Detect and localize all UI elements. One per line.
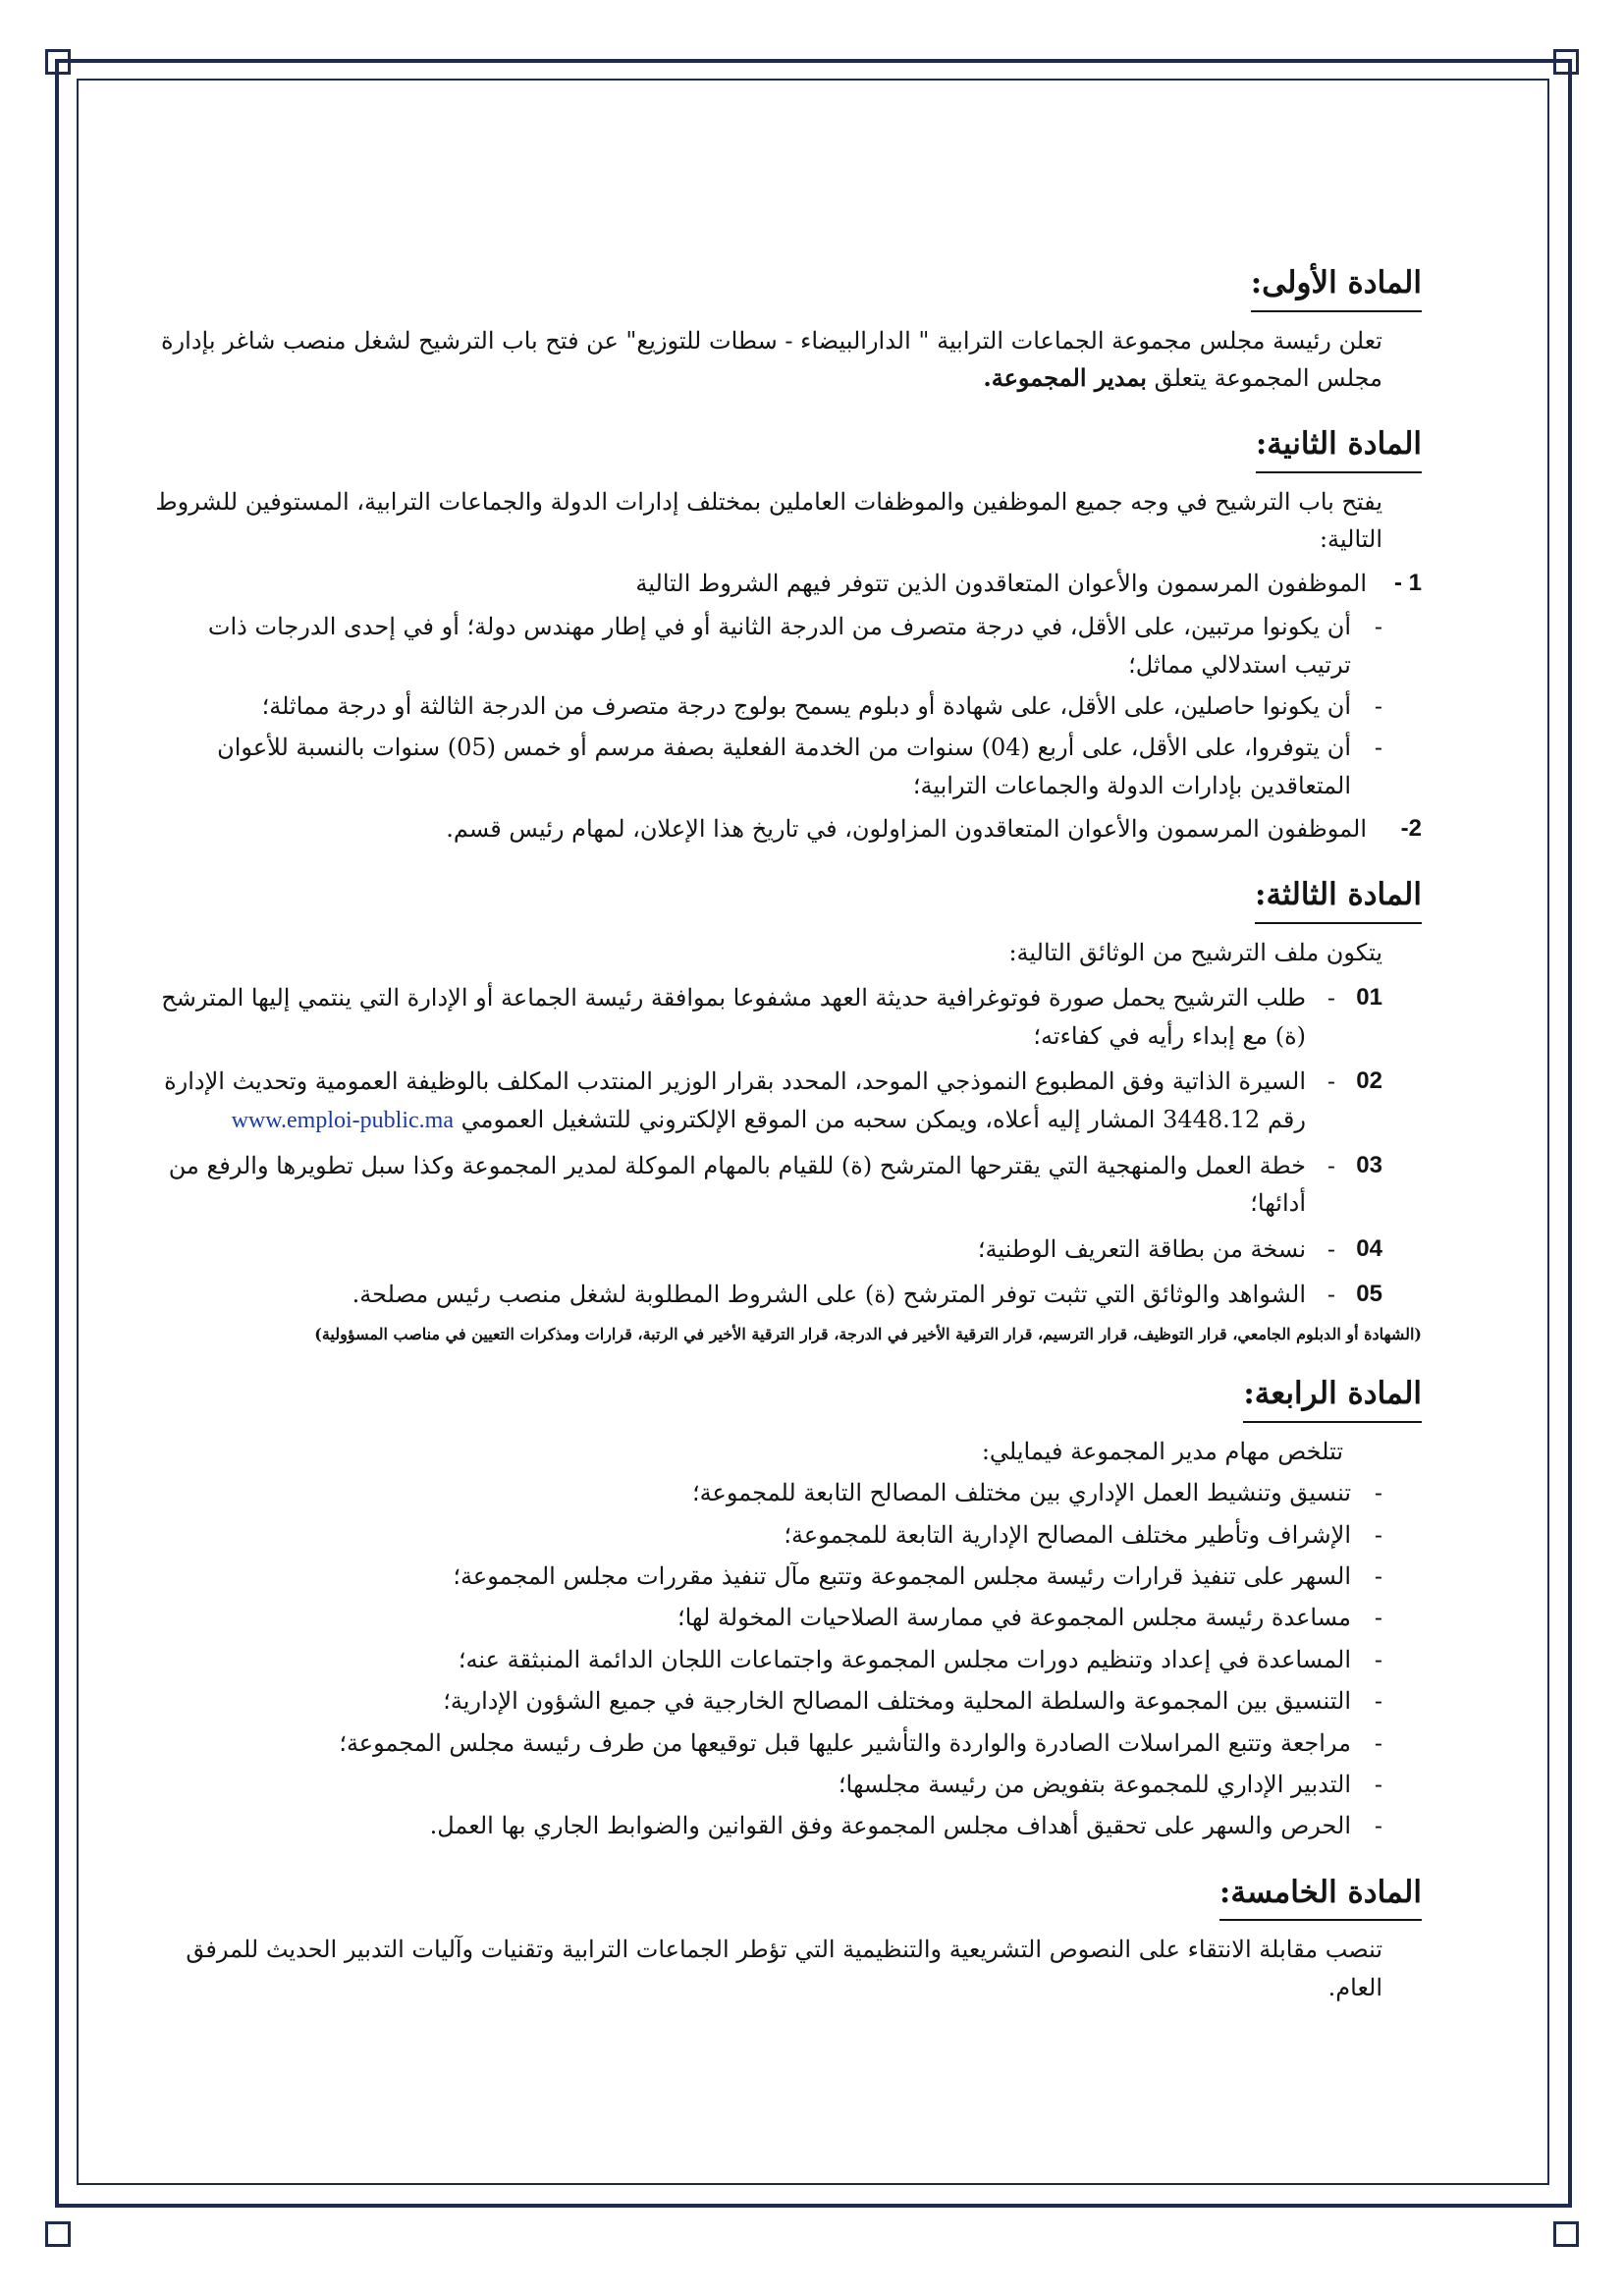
dash-bullet: -	[1326, 1067, 1335, 1096]
group-number: 2-	[1400, 815, 1422, 843]
document-number: 01	[1356, 984, 1382, 1011]
task-text: التنسيق بين المجموعة والسلطة المحلية ومختلف المصالح الخارجية في جميع الشؤون الإدارية؛	[443, 1687, 1351, 1716]
article-3-heading: المادة الثالثة:	[1255, 871, 1422, 924]
article-2-conditions	[145, 608, 1422, 804]
dash-bullet: -	[1374, 1728, 1382, 1757]
document-text: خطة العمل والمنهجية التي يقترحها المترشح (ة) للقيام بالمهام الموكلة لمدير المجموعة وكذا سبل تطويرها والرفع من أدائها؛	[168, 1152, 1306, 1218]
dash-bullet: -	[1374, 1561, 1382, 1590]
border-corner-top-right	[1553, 49, 1579, 75]
task-text: المساعدة في إعداد وتنظيم دورات مجلس المجموعة واجتماعات اللجان الدائمة المنبثقة عنه؛	[458, 1645, 1351, 1673]
condition-item	[145, 687, 1422, 725]
article-4-intro: تتلخص مهام مدير المجموعة فيمايلي:	[981, 1437, 1343, 1465]
dash-bullet: -	[1374, 1520, 1382, 1549]
condition-text: أن يتوفروا، على الأقل، على أربع (04) سنوات من الخدمة الفعلية بصفة مرسم أو خمس (05) سنوات بالنسبة للأعوان المتعاقدين بإدارات الدولة والجماعات الترابية؛	[217, 734, 1351, 799]
article-4-heading: المادة الرابعة:	[1243, 1370, 1422, 1423]
document-text: نسخة من بطاقة التعريف الوطنية؛	[977, 1234, 1306, 1263]
group-text: الموظفون المرسمون والأعوان المتعاقدون الذين تتوفر فيهم الشروط التالية	[635, 569, 1367, 597]
document-text: السيرة الذاتية وفق المطبوع النموذجي الموحد، المحدد بقرار الوزير المنتدب المكلف بالوظيفة العمومية وتحديث الإدارة رقم 3448.12 المشار إليه أعلاه، ويمكن سحبه من الموقع الإلكتروني للتشغيل العمومي	[164, 1067, 1306, 1133]
article-5-text: تنصب مقابلة الانتقاء على النصوص التشريعية والتنظيمية التي تؤطر الجماعات الترابية وتقنيات وآليات التدبير الحديث للمرفق العام.	[186, 1936, 1382, 2001]
document-text: طلب الترشيح يحمل صورة فوتوغرافية حديثة العهد مشفوعا بموافقة رئيسة الجماعة أو الإدارة التي ينتمي إليها المترشح (ة) مع إبداء رأيه في كفاءته؛	[161, 984, 1306, 1050]
task-item	[145, 1599, 1422, 1636]
dash-bullet: -	[1374, 1812, 1382, 1840]
document-body	[145, 236, 1422, 2062]
condition-text: أن يكونوا حاصلين، على الأقل، على شهادة أو دبلوم يسمح بولوج درجة متصرف من الدرجة الثالثة أو درجة مماثلة؛	[261, 691, 1351, 720]
condition-text: أن يكونوا مرتبين، على الأقل، في درجة متصرف من الدرجة الثانية أو في إطار مهندس دولة؛ أو في إحدى الدرجات ذات ترتيب استدلالي مماثل؛	[207, 613, 1351, 679]
task-text: التدبير الإداري للمجموعة بتفويض من رئيسة مجلسها؛	[838, 1770, 1351, 1798]
article-3-note: (الشهادة أو الدبلوم الجامعي، قرار التوظيف، قرار الترسيم، قرار الترقية الأخير في الدرجة، قرار الترقية الأخير في الرتبة، قرارات ومذكرات التعيين في مناصب المسؤولية)	[314, 1324, 1422, 1343]
dash-bullet: -	[1374, 1770, 1382, 1798]
article-5-heading: المادة الخامسة:	[1219, 1869, 1422, 1922]
group-number: 1 -	[1393, 569, 1422, 596]
group-text: الموظفون المرسمون والأعوان المتعاقدون المزاولون، في تاريخ هذا الإعلان، لمهام رئيس قسم.	[446, 815, 1367, 844]
dash-bullet: -	[1374, 613, 1382, 641]
dash-bullet: -	[1326, 984, 1335, 1012]
task-item	[145, 1558, 1422, 1595]
border-corner-top-left	[45, 49, 71, 75]
article-2-heading: المادة الثانية:	[1256, 420, 1422, 473]
dash-bullet: -	[1374, 1645, 1382, 1673]
task-item	[145, 1766, 1422, 1803]
document-item-01	[145, 979, 1422, 1055]
document-number: 02	[1356, 1067, 1382, 1095]
dash-bullet: -	[1374, 1687, 1382, 1716]
dash-bullet: -	[1326, 1152, 1335, 1180]
task-item	[145, 1516, 1422, 1554]
task-text: مراجعة وتتبع المراسلات الصادرة والواردة والتأشير عليها قبل توقيعها من طرف رئيسة مجلس المجموعة؛	[339, 1728, 1351, 1757]
task-text: مساعدة رئيسة مجلس المجموعة في ممارسة الصلاحيات المخولة لها؛	[677, 1604, 1351, 1632]
document-number: 03	[1356, 1152, 1382, 1179]
article-1-text-main: تعلن رئيسة مجلس مجموعة الجماعات الترابية " الدارالبيضاء - سطات للتوزيع" عن فتح باب الترشيح لشغل منصب شاغر بإدارة مجلس المجموعة يتعلق	[160, 326, 1382, 392]
task-text: تنسيق وتنشيط العمل الإداري بين مختلف المصالح التابعة للمجموعة؛	[692, 1479, 1351, 1507]
task-text: الحرص والسهر على تحقيق أهداف مجلس المجموعة وفق القوانين والضوابط الجاري بها العمل.	[429, 1812, 1351, 1840]
article-1-text	[145, 322, 1422, 398]
dash-bullet: -	[1374, 1604, 1382, 1632]
dash-bullet: -	[1326, 1281, 1335, 1309]
article-2-group-1	[145, 565, 1422, 602]
dash-bullet: -	[1374, 691, 1382, 720]
article-2-intro: يفتح باب الترشيح في وجه جميع الموظفين والموظفات العاملين بمختلف إدارات الدولة والجماعات الترابية، المستوفين للشروط التالية:	[155, 487, 1382, 554]
article-2-group-2	[145, 810, 1422, 847]
article-4-tasks	[145, 1474, 1422, 1845]
border-corner-bottom-right	[1553, 2221, 1579, 2247]
condition-item	[145, 729, 1422, 804]
condition-item	[145, 608, 1422, 683]
document-item-02	[145, 1063, 1422, 1139]
task-item	[145, 1641, 1422, 1678]
document-text: الشواهد والوثائق التي تثبت توفر المترشح (ة) على الشروط المطلوبة لشغل منصب رئيس مصلحة.	[352, 1281, 1306, 1309]
document-number: 04	[1356, 1234, 1382, 1262]
task-item	[145, 1807, 1422, 1844]
task-text: الإشراف وتأطير مختلف المصالح الإدارية التابعة للمجموعة؛	[784, 1520, 1351, 1549]
article-1-heading: المادة الأولى:	[1251, 259, 1422, 312]
dash-bullet: -	[1326, 1234, 1335, 1263]
task-item	[145, 1724, 1422, 1762]
article-3-intro: يتكون ملف الترشيح من الوثائق التالية:	[1008, 939, 1382, 967]
border-corner-bottom-left	[45, 2221, 71, 2247]
document-item-04	[145, 1230, 1422, 1268]
document-item-03	[145, 1147, 1422, 1223]
dash-bullet: -	[1374, 734, 1382, 762]
dash-bullet: -	[1374, 1479, 1382, 1507]
article-1-text-bold: بمدير المجموعة.	[983, 362, 1147, 392]
task-item	[145, 1682, 1422, 1720]
task-text: السهر على تنفيذ قرارات رئيسة مجلس المجموعة وتتبع مآل تنفيذ مقررات مجلس المجموعة؛	[453, 1561, 1351, 1590]
task-item	[145, 1474, 1422, 1511]
emploi-public-link[interactable]: www.emploi-public.ma	[231, 1107, 454, 1133]
document-item-05	[145, 1276, 1422, 1313]
document-number: 05	[1356, 1281, 1382, 1308]
